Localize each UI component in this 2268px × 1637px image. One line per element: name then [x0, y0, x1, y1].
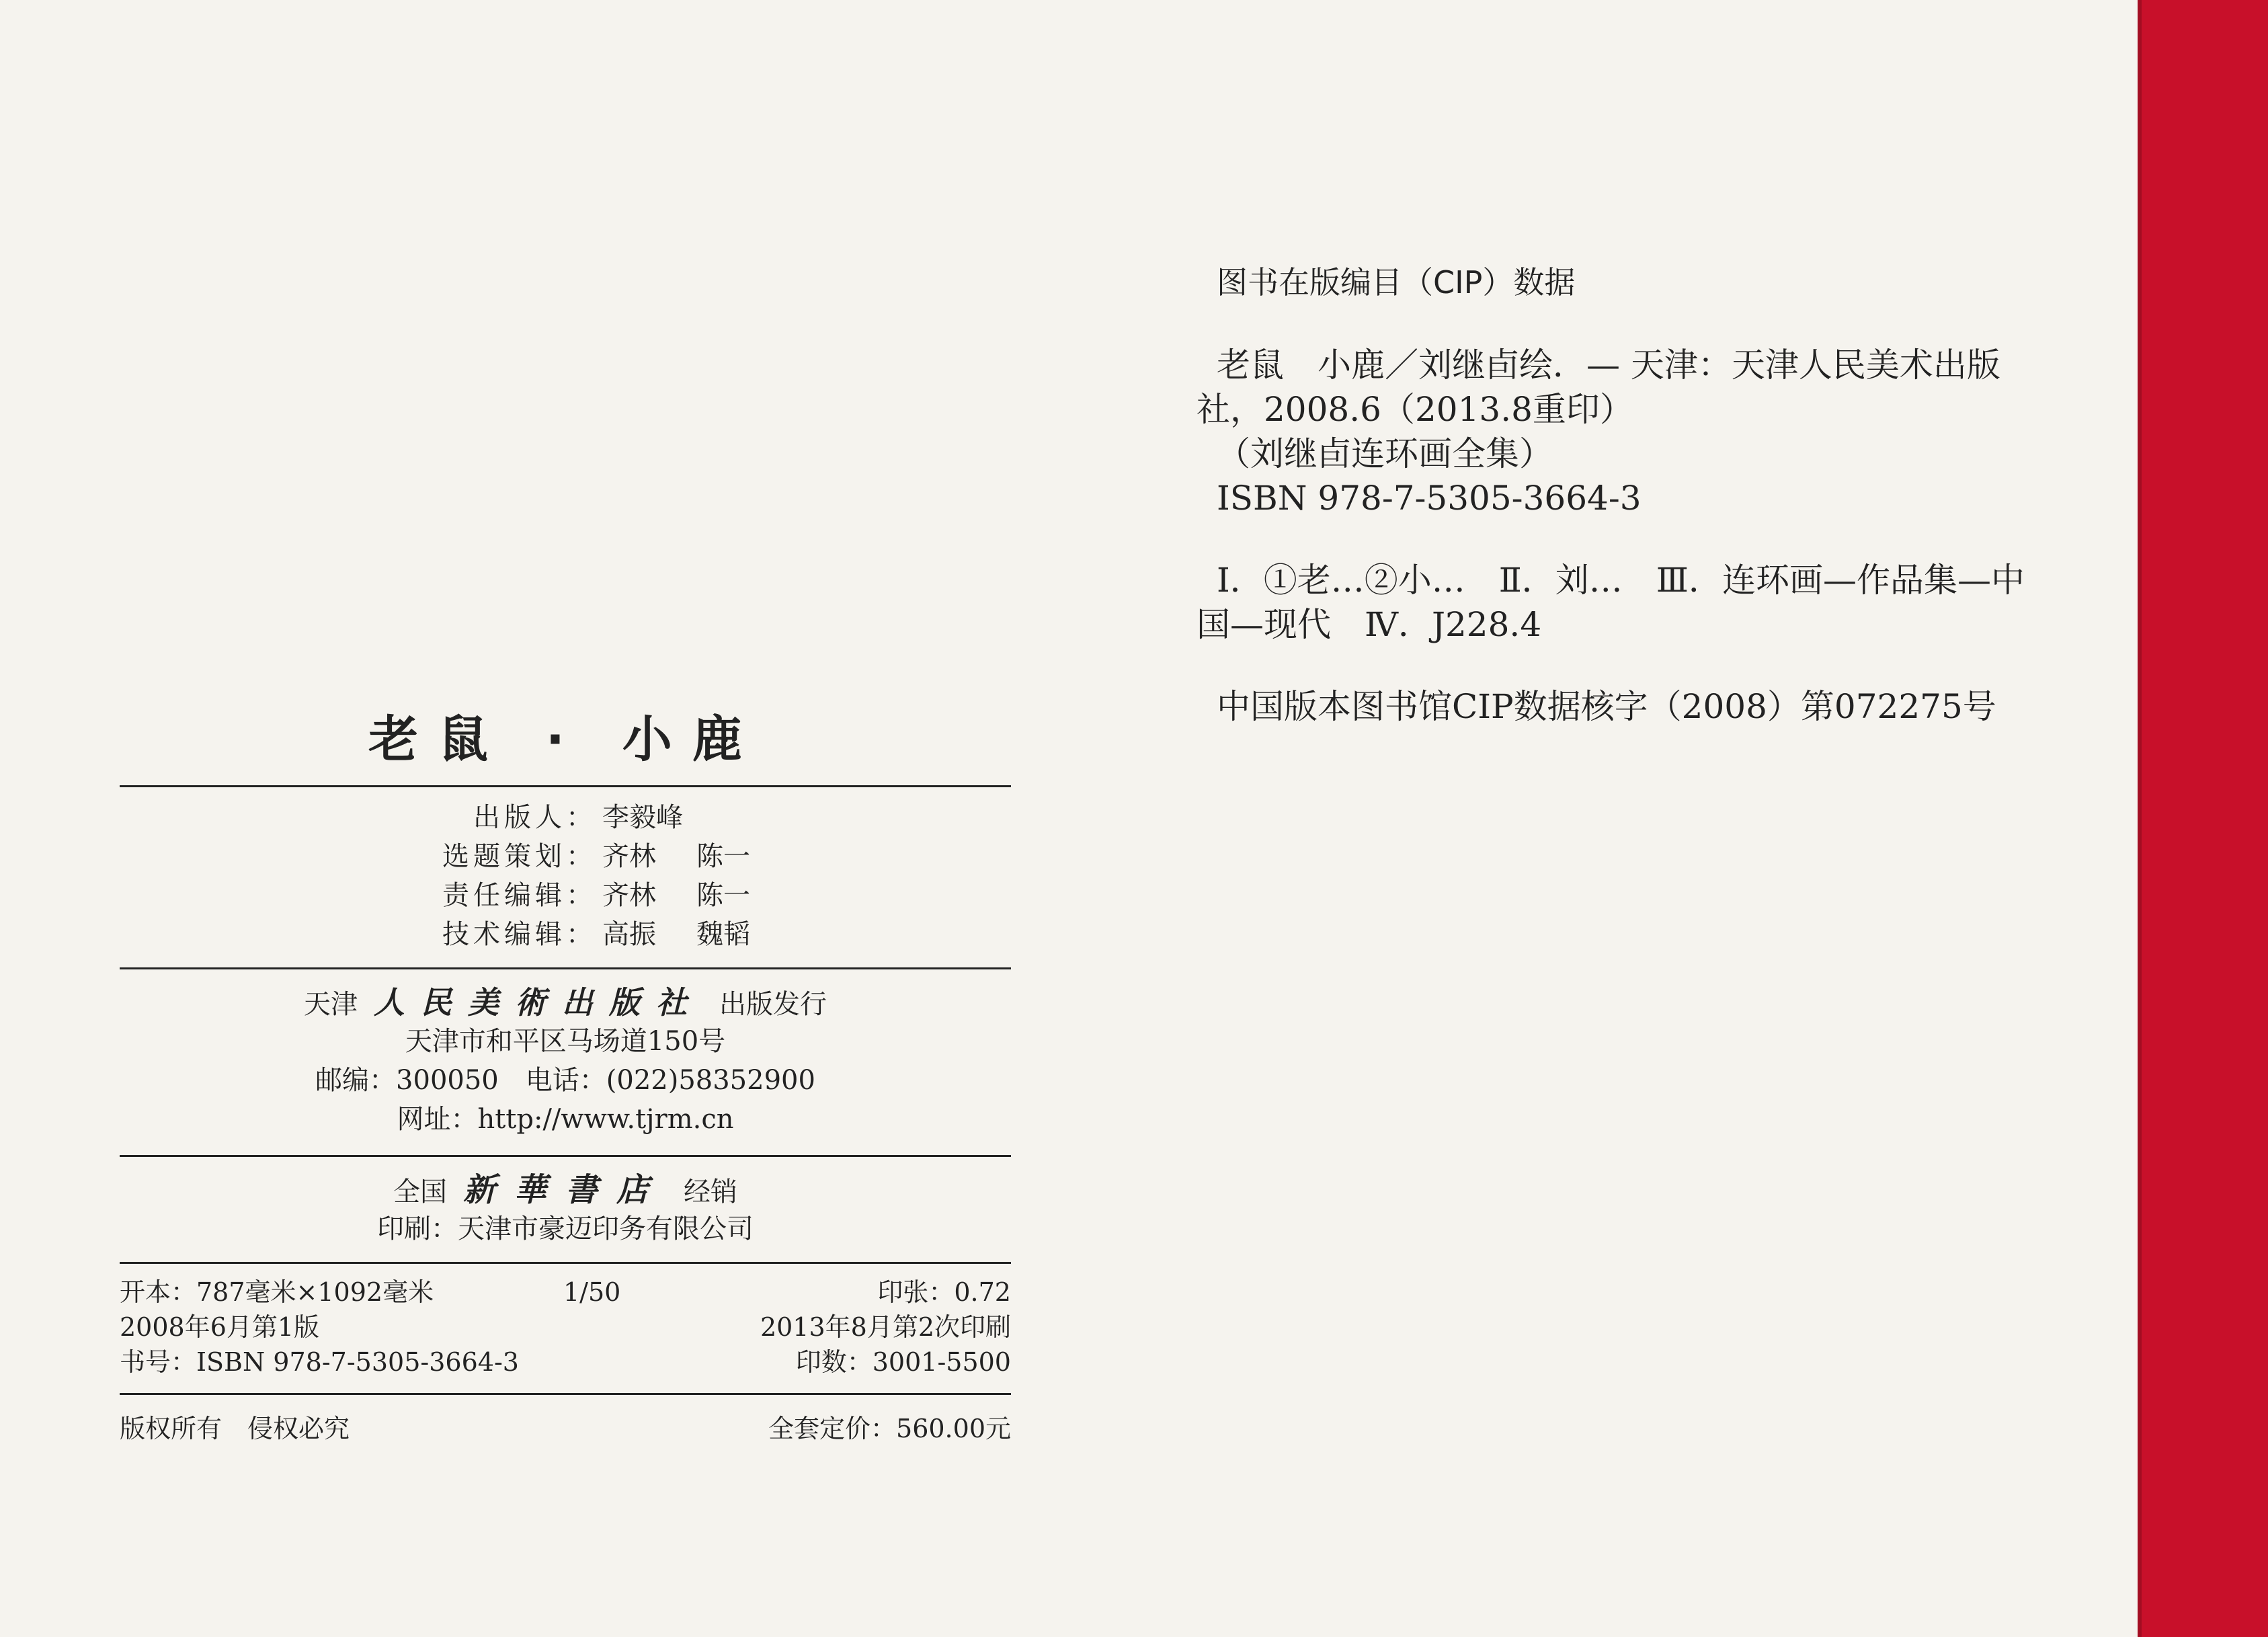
staff-name: 李毅峰 — [602, 802, 683, 833]
cip-data — [1197, 255, 2117, 729]
cip-record-number: 中国版本图书馆CIP数据核字（2008）第072275号 — [1217, 687, 1996, 726]
staff-row — [120, 837, 1011, 876]
price: 全套定价：560.00元 — [768, 1414, 1011, 1443]
distributor-logo: 新華書店 — [462, 1171, 667, 1209]
printed-sheets: 印张：0.72 — [877, 1277, 1011, 1307]
publisher-address: 天津市和平区马场道150号 — [405, 1026, 726, 1057]
distribution-suffix: 经销 — [684, 1176, 737, 1207]
cip-line: Ⅰ．①老…②小… Ⅱ．刘… Ⅲ．连环画—作品集—中 — [1217, 561, 2025, 600]
staff-row — [120, 798, 1011, 837]
staff-label: 出版人： — [473, 802, 597, 833]
colophon-footer — [120, 1408, 1011, 1449]
cip-line: （刘继卣连环画全集） — [1217, 434, 1553, 473]
format-fraction: 1/50 — [563, 1277, 621, 1307]
printer: 印刷：天津市豪迈印务有限公司 — [377, 1213, 754, 1244]
book-number: 书号：ISBN 978-7-5305-3664-3 — [120, 1347, 519, 1377]
book-spine — [2142, 0, 2268, 1637]
cip-heading: 图书在版编目（CIP）数据 — [1217, 264, 1576, 301]
staff-label: 技术编辑： — [442, 919, 597, 950]
publisher-prefix: 天津 — [304, 989, 358, 1020]
staff-row — [120, 876, 1011, 915]
colophon — [120, 706, 1011, 1449]
distribution-block — [120, 1157, 1011, 1262]
publisher-postcode: 邮编：300050 — [315, 1065, 499, 1096]
print-run: 印数：3001-5500 — [795, 1347, 1011, 1377]
format: 开本：787毫米×1092毫米 — [120, 1277, 434, 1307]
publisher-phone: 电话：(022)58352900 — [525, 1065, 815, 1096]
cip-line: 老鼠 小鹿／刘继卣绘．— 天津：天津人民美术出版 — [1217, 346, 2000, 385]
staff-name: 魏韬 — [696, 919, 750, 950]
staff-label: 选题策划： — [442, 841, 597, 872]
staff-name: 齐林 — [602, 841, 656, 872]
publisher-block — [120, 969, 1011, 1155]
staff-name: 陈一 — [696, 880, 750, 911]
publisher-website: 网址：http://www.tjrm.cn — [397, 1104, 734, 1135]
publisher-suffix: 出版发行 — [719, 989, 827, 1020]
staff-name: 高振 — [602, 919, 656, 950]
cip-line: 国—现代 Ⅳ．J228.4 — [1197, 605, 1542, 644]
publisher-logo: 人民美術出版社 — [374, 984, 703, 1021]
book-title: 老鼠 · 小鹿 — [368, 711, 762, 768]
cip-isbn: ISBN 978-7-5305-3664-3 — [1217, 479, 1642, 518]
staff-list — [120, 787, 1011, 967]
printing: 2013年8月第2次印刷 — [760, 1312, 1011, 1342]
copyright: 版权所有 侵权必究 — [120, 1414, 350, 1443]
staff-name: 齐林 — [602, 880, 656, 911]
staff-name: 陈一 — [696, 841, 750, 872]
staff-label: 责任编辑： — [442, 880, 597, 911]
staff-row — [120, 915, 1011, 954]
edition: 2008年6月第1版 — [120, 1312, 320, 1342]
distribution-prefix: 全国 — [393, 1176, 447, 1207]
specs-block — [120, 1264, 1011, 1393]
divider — [120, 1393, 1011, 1395]
cip-line: 社，2008.6（2013.8重印） — [1197, 390, 1633, 429]
